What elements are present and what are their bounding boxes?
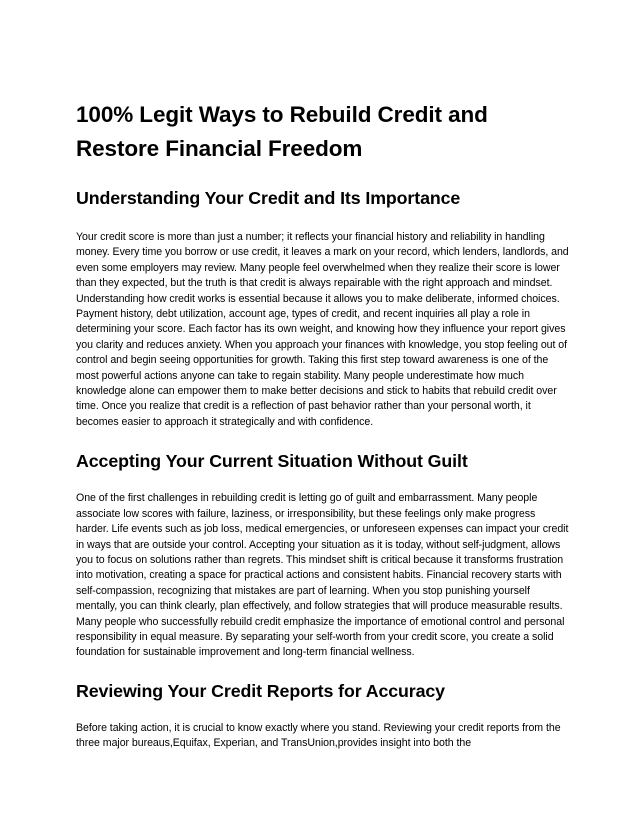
document-title: 100% Legit Ways to Rebuild Credit and Restore Financial Freedom	[76, 102, 488, 161]
section-body-accepting-situation: One of the first challenges in rebuilding credit is letting go of guilt and embarrassment. Many people associate low scores with failure, laziness, or irresponsibility, but these feelings only make progress harder. Life events such as job loss, medical emergencies, or unforeseen expenses can impact your credit in ways that are outside your control. Accepting your situation as it is today, without self-judgment, allows you to focus on solutions rather than regrets. This mindset shift is critical because it transforms frustration into motivation, creating a space for practical actions and consistent habits. Financial recovery starts with self-compassion, recognizing that mistakes are part of learning. When you stop punishing yourself mentally, you can think clearly, plan effectively, and follow strategies that will produce measurable results. Many people who successfully rebuild credit emphasize the importance of emotional control and personal responsibility in equal measure. By separating your self-worth from your credit score, you create a solid foundation for sustainable improvement and long-term financial wellness.	[76, 492, 569, 659]
document-page	[76, 98, 570, 752]
section-heading-reviewing-reports: Reviewing Your Credit Reports for Accuracy	[76, 680, 445, 701]
section-body-reviewing-reports: Before taking action, it is crucial to know exactly where you stand. Reviewing your credit reports from the three major bureaus,Equifax, Experian, and TransUnion,provides insight into both the	[76, 721, 561, 750]
section-body-understanding-credit: Your credit score is more than just a number; it reflects your financial history and reliability in handling money. Every time you borrow or use credit, it leaves a mark on your record, which lenders, landlords, and even some employers may review. Many people feel overwhelmed when they realize their score is lower than they expected, but the truth is that credit is always repairable with the right approach and mindset. Understanding how credit works is essential because it allows you to make deliberate, informed choices. Payment history, debt utilization, account age, types of credit, and recent inquiries all play a role in determining your score. Each factor has its own weight, and knowing how they influence your report gives you clarity and reduces anxiety. When you approach your finances with knowledge, you stop feeling out of control and begin seeing opportunities for growth. Taking this first step toward awareness is one of the most powerful actions anyone can take to regain stability. Many people underestimate how much knowledge alone can empower them to make better decisions and stick to habits that rebuild credit over time. Once you realize that credit is a reflection of past behavior rather than your personal worth, it becomes easier to approach it strategically and with confidence.	[76, 231, 569, 428]
section-heading-accepting-situation: Accepting Your Current Situation Without Guilt	[76, 451, 468, 472]
section-heading-understanding-credit: Understanding Your Credit and Its Importance	[76, 188, 461, 208]
